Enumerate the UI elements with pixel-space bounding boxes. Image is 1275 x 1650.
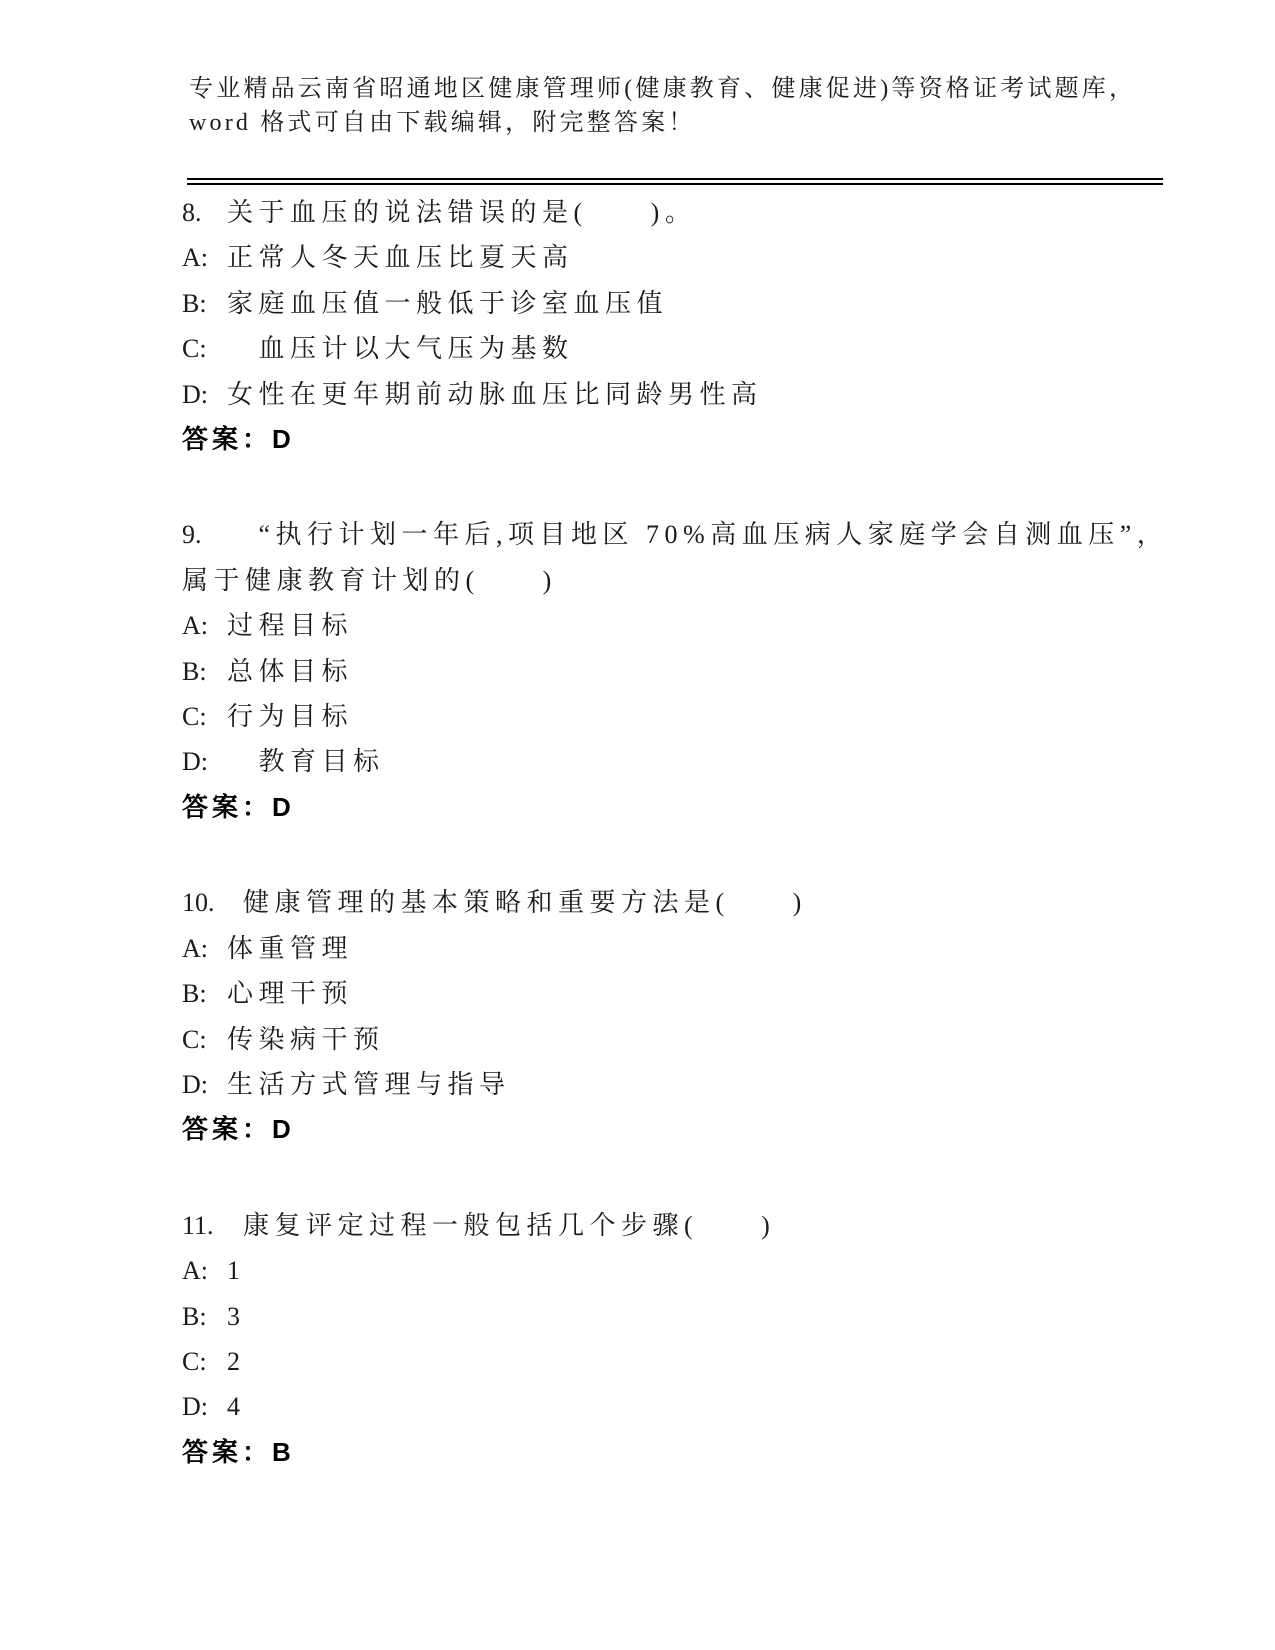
option-text: 教育目标 — [227, 747, 385, 777]
option-text: 传染病干预 — [227, 1024, 385, 1054]
option-text: 体重管理 — [227, 933, 354, 963]
question-number: 8. — [182, 198, 202, 227]
header-line-2: word 格式可自由下载编辑，附完整答案！ — [189, 110, 696, 136]
option-text: 1 — [227, 1256, 246, 1286]
double-rule-divider — [187, 178, 1163, 185]
option-label: B: — [182, 979, 207, 1009]
option-text: 总体目标 — [227, 656, 354, 686]
question-line-continued — [182, 558, 1167, 603]
option-label: A: — [182, 1256, 208, 1286]
answer-line — [182, 785, 1167, 830]
option-line — [182, 1062, 1167, 1107]
option-line — [182, 1384, 1167, 1429]
answer-value: D — [272, 424, 295, 455]
option-label: B: — [182, 656, 207, 686]
option-line — [182, 1248, 1167, 1293]
option-text: 行为目标 — [227, 702, 354, 732]
question-text: “执行计划一年后,项目地区 70%高血压病人家庭学会自测血压”， — [227, 520, 1169, 550]
option-text: 2 — [227, 1346, 246, 1376]
option-text: 心理干预 — [227, 979, 354, 1009]
option-line — [182, 971, 1167, 1016]
question-text: 康复评定过程一般包括几个步骤( ) — [243, 1210, 776, 1240]
option-line — [182, 694, 1167, 739]
option-label: B: — [182, 1301, 207, 1331]
question-number: 9. — [182, 520, 202, 550]
option-text: 血压计以大气压为基数 — [227, 334, 574, 364]
option-line — [182, 326, 1167, 371]
answer-value: B — [272, 1436, 295, 1467]
option-label: D: — [182, 1392, 208, 1422]
option-label: C: — [182, 334, 207, 364]
answer-label: 答案： — [182, 424, 273, 455]
option-label: D: — [182, 747, 208, 777]
answer-label: 答案： — [182, 1436, 273, 1467]
question-block — [182, 1203, 1167, 1475]
question-block — [182, 190, 1167, 462]
answer-value: D — [272, 1114, 295, 1145]
question-number: 10. — [182, 888, 215, 918]
question-line — [182, 880, 1167, 925]
option-line — [182, 1017, 1167, 1062]
option-line — [182, 235, 1167, 280]
option-label: A: — [182, 243, 208, 273]
option-text: 生活方式管理与指导 — [227, 1069, 511, 1099]
option-label: A: — [182, 611, 208, 641]
option-text: 家庭血压值一般低于诊室血压值 — [227, 288, 669, 318]
question-number: 11. — [182, 1210, 214, 1240]
answer-label: 答案： — [182, 791, 273, 822]
option-line — [182, 281, 1167, 326]
question-block — [182, 512, 1167, 830]
option-text: 4 — [227, 1392, 246, 1422]
answer-line — [182, 1107, 1167, 1152]
option-line — [182, 649, 1167, 694]
option-text: 正常人冬天血压比夏天高 — [227, 243, 574, 273]
option-text: 女性在更年期前动脉血压比同龄男性高 — [227, 379, 763, 409]
option-line — [182, 1339, 1167, 1384]
question-text: 关于血压的说法错误的是( )。 — [227, 198, 697, 227]
option-line — [182, 739, 1167, 784]
document-header — [189, 72, 1149, 140]
question-line — [182, 190, 1167, 235]
question-line — [182, 1203, 1167, 1248]
question-text: 属于健康教育计划的( ) — [182, 565, 557, 595]
option-label: C: — [182, 1024, 207, 1054]
answer-label: 答案： — [182, 1114, 273, 1145]
option-label: A: — [182, 933, 208, 963]
option-line — [182, 372, 1167, 417]
answer-value: D — [272, 791, 295, 822]
header-line-1: 专业精品云南省昭通地区健康管理师(健康教育、健康促进)等资格证考试题库， — [189, 76, 1137, 102]
option-text: 过程目标 — [227, 611, 354, 641]
option-label: D: — [182, 379, 208, 409]
option-line — [182, 926, 1167, 971]
option-label: C: — [182, 1346, 207, 1376]
option-line — [182, 1294, 1167, 1339]
option-label: B: — [182, 288, 207, 318]
option-label: C: — [182, 702, 207, 732]
option-text: 3 — [227, 1301, 246, 1331]
question-line — [182, 512, 1167, 557]
option-label: D: — [182, 1069, 208, 1099]
question-list — [182, 190, 1167, 1475]
answer-line — [182, 417, 1167, 462]
option-line — [182, 603, 1167, 648]
question-text: 健康管理的基本策略和重要方法是( ) — [243, 888, 807, 918]
answer-line — [182, 1430, 1167, 1475]
question-block — [182, 880, 1167, 1152]
